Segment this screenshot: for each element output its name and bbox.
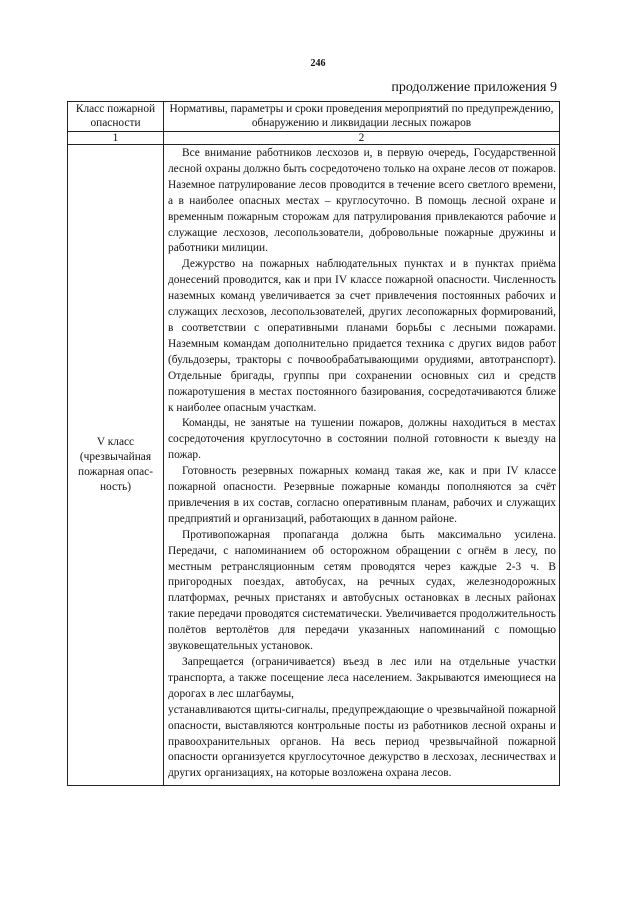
continuation-label: продолжение приложения 9 (391, 80, 557, 95)
table-header-row (68, 102, 560, 132)
fire-class-line: (чрезвычайная (79, 451, 152, 464)
measures-paragraph: Противопожарная пропаганда должна быть максимально усилена. Передачи, с напоминанием об осторожном обращении с огнём в лесу, по местным ретрансляционным сетям проводятся через каждые 2-3 ч. В пригородных поездах, автобусах, на речных судах, железнодорожных платформах, речных пристанях и автобусных остановках в лесных районах такие передачи проводятся систематически. Увеличивается продолжительность полётов вертолётов для передачи указанных напоминаний с помощью звуковещательных установок. (168, 528, 556, 653)
measures-table (67, 101, 560, 786)
fire-class-line: V класс (96, 436, 135, 449)
table-row (68, 145, 560, 786)
column-number-2: 2 (164, 132, 560, 145)
measures-paragraph: устанавливаются щиты-сигналы, предупреждающие о чрезвычайной пожарной опасности, выставляются контрольные посты из работников лесной охраны и правоохранительных органов. На весь период чрезвычайной пожарной опасности организуется круглосуточное дежурство в лесхозах, лесничествах и других организациях, на которые возложена охрана лесов. (168, 703, 556, 780)
fire-class-line: пожарная опас- (77, 466, 154, 479)
fire-class-line: ность) (99, 481, 132, 494)
measures-paragraph: Запрещается (ограничивается) въезд в лес или на отдельные участки транспорта, а также посещение леса населением. Закрываются имеющиеся на дорогах в лес шлагбаумы, (168, 656, 556, 700)
column-number-row (68, 132, 560, 145)
fire-class-cell (68, 145, 164, 786)
measures-paragraph: Дежурство на пожарных наблюдательных пунктах и в пунктах приёма донесений проводится, как и при IV классе пожарной опасности. Численность наземных команд увеличивается за счет привлечения постоянных рабочих и служащих лесхозов, лесопользователей, других лесопожарных формирований, в соответствии с оперативными планами борьбы с лесными пожарами. Наземным командам дополнительно придается техника с других видов работ (бульдозеры, тракторы с почвообрабатывающими орудиями, автотранспорт). Отдельные бригады, группы при сохранении основных сил и средств пожаротушения в местах постоянного базирования, сосредотачиваются ближе к наиболее опасным участкам. (168, 258, 556, 414)
page-number: 246 (310, 58, 326, 69)
measures-cell (164, 145, 560, 786)
header-measures-cell: Нормативы, параметры и сроки проведения мероприятий по предупреждению, обнаружению и ликвидации лесных пожаров (164, 102, 560, 132)
measures-paragraph: Команды, не занятые на тушении пожаров, должны находиться в местах сосредоточения круглосуточно в состоянии полной готовности к выезду на пожар. (168, 417, 556, 462)
column-number-1: 1 (68, 132, 164, 145)
measures-paragraph: Готовность резервных пожарных команд такая же, как и при IV классе пожарной опасности. Резервные пожарные команды пополняются за счёт привлечения в их состав, согласно оперативным планам, рабочих и служащих предприятий и организаций, работающих в данном районе. (168, 465, 556, 525)
header-class-cell: Класс пожарной опасности (68, 102, 164, 132)
measures-paragraph: Все внимание работников лесхозов и, в первую очередь, Государственной лесной охраны должно быть сосредоточено только на охране лесов от пожаров. Наземное патрулирование лесов проводится в течение всего светлого времени, а в наиболее опасных местах – круглосуточно. В помощь лесной охране и временным пожарным сторожам для патрулирования привлекаются рабочие и служащие лесхозов, лесопользователи, добровольные пожарные дружины и работники милиции. (168, 147, 556, 255)
